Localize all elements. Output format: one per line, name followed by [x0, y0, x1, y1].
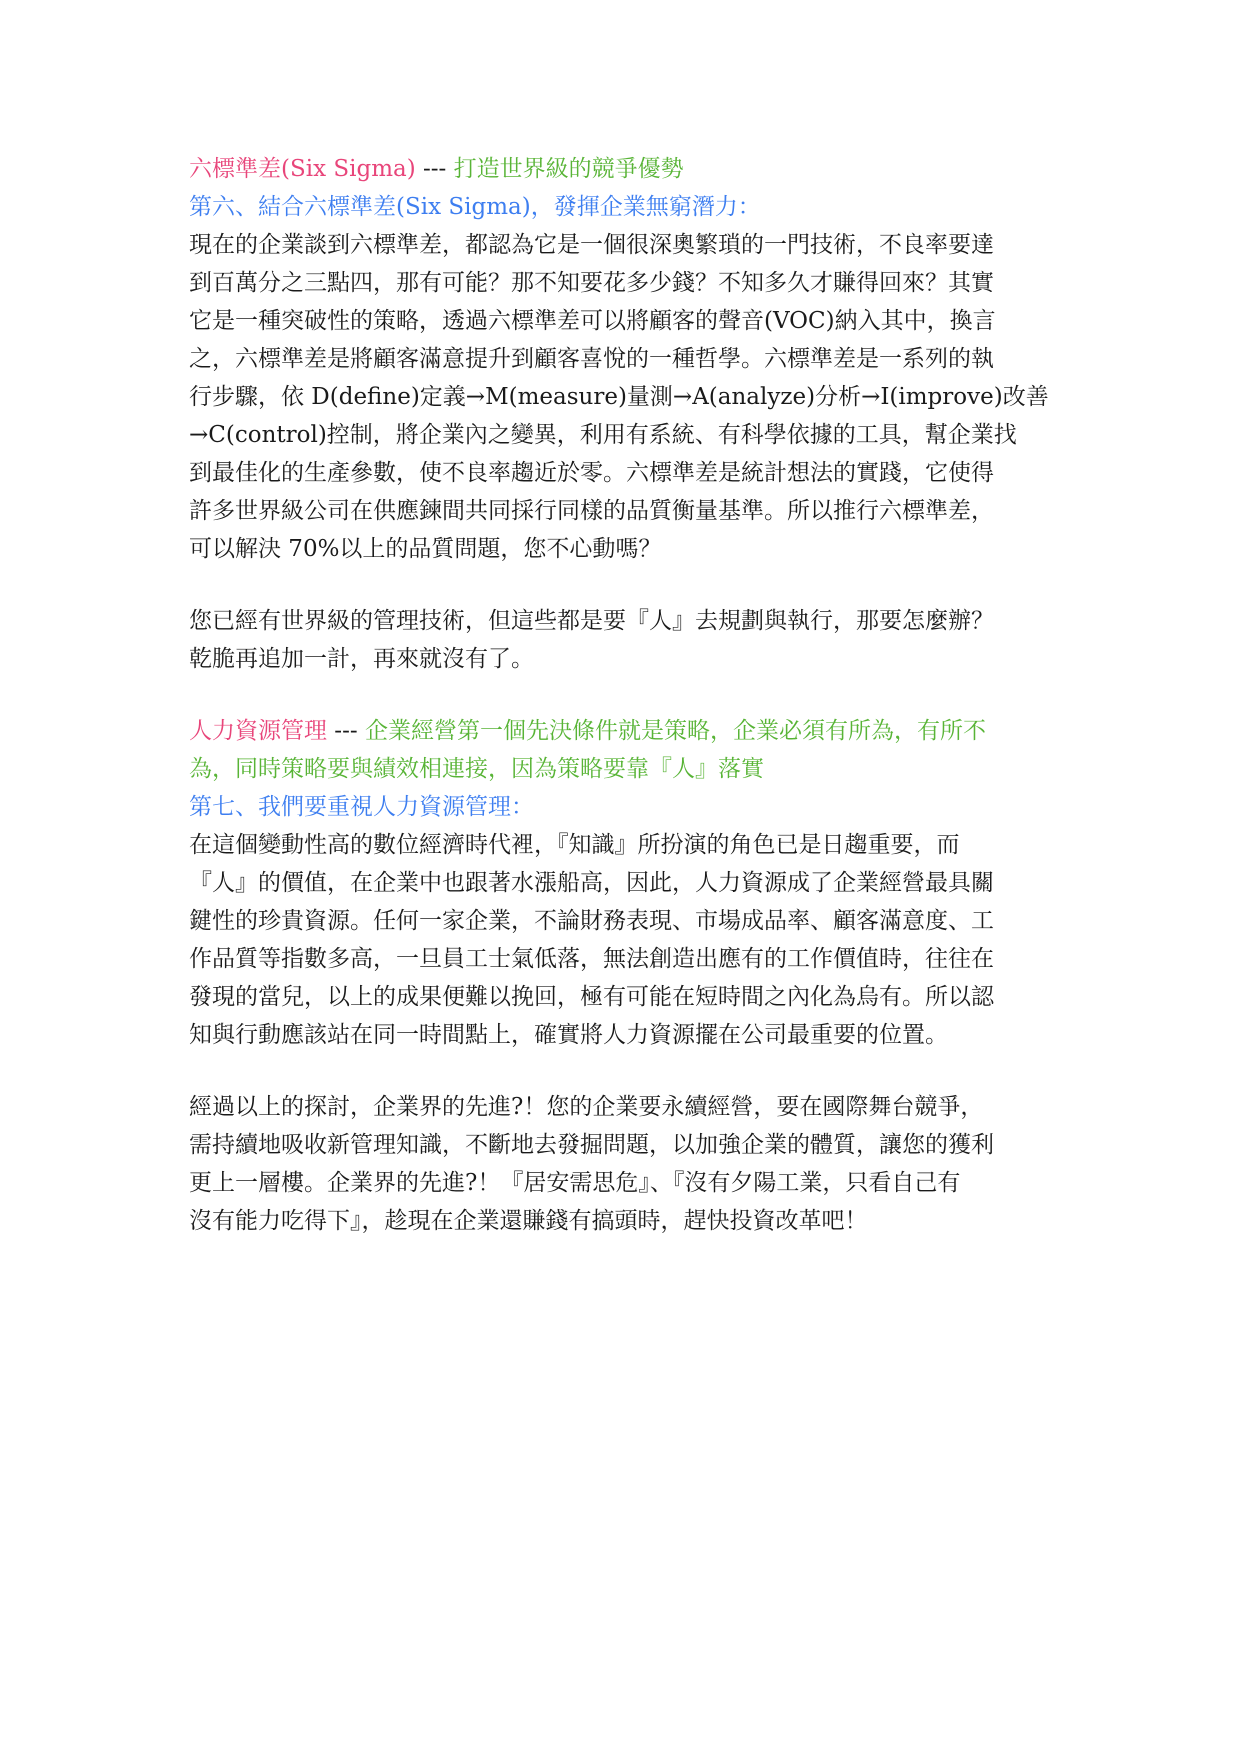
- document-page: [189, 150, 1069, 1240]
- paragraph-line: →C(control)控制，將企業內之變異，利用有系統、有科學依據的工具，幫企業找: [189, 422, 1017, 448]
- paragraph-line: 需持續地吸收新管理知識，不斷地去發掘問題，以加強企業的體質，讓您的獲利: [189, 1132, 994, 1158]
- paragraph-line: 更上一層樓。企業界的先進?！『居安需思危』、『沒有夕陽工業，只看自己有: [189, 1170, 961, 1196]
- paragraph-line: 之，六標準差是將顧客滿意提升到顧客喜悅的一種哲學。六標準差是一系列的執: [189, 346, 994, 372]
- paragraph-gap: [189, 1054, 1069, 1088]
- section1-heading: [189, 150, 1069, 188]
- section2-title: 第七、我們要重視人力資源管理：: [189, 794, 534, 820]
- paragraph-line: 作品質等指數多高，一旦員工士氣低落，無法創造出應有的工作價值時，往往在: [189, 946, 994, 972]
- section2-topic: 人力資源管理: [189, 718, 327, 744]
- section1-topic: 六標準差(Six Sigma): [189, 156, 416, 182]
- section2-tagline-line2: 為，同時策略要與績效相連接，因為策略要靠『人』落實: [189, 756, 764, 782]
- section2-separator: ---: [327, 718, 365, 744]
- paragraph-line: 到最佳化的生產參數，使不良率趨近於零。六標準差是統計想法的實踐，它使得: [189, 460, 994, 486]
- section2-body: [189, 826, 1069, 1054]
- paragraph-line: 在這個變動性高的數位經濟時代裡，『知識』所扮演的角色已是日趨重要，而: [189, 832, 960, 858]
- paragraph-gap: [189, 568, 1069, 602]
- paragraph-line: 您已經有世界級的管理技術，但這些都是要『人』去規劃與執行，那要怎麼辦？: [189, 608, 994, 634]
- paragraph-line: 知與行動應該站在同一時間點上，確實將人力資源擺在公司最重要的位置。: [189, 1022, 948, 1048]
- paragraph-line: 鍵性的珍貴資源。任何一家企業，不論財務表現、市場成品率、顧客滿意度、工: [189, 908, 994, 934]
- paragraph-line: 乾脆再追加一計，再來就沒有了。: [189, 646, 534, 672]
- conclusion-paragraph: [189, 1088, 1069, 1240]
- paragraph-line: 它是一種突破性的策略，透過六標準差可以將顧客的聲音(VOC)納入其中，換言: [189, 308, 996, 334]
- bridge-paragraph: [189, 602, 1069, 678]
- section2-tagline-line1: 企業經營第一個先決條件就是策略，企業必須有所為，有所不: [364, 718, 986, 744]
- paragraph-line: 現在的企業談到六標準差，都認為它是一個很深奧繁瑣的一門技術，不良率要達: [189, 232, 994, 258]
- paragraph-line: 可以解決 70%以上的品質問題，您不心動嗎？: [189, 536, 662, 562]
- section1-title: 第六、結合六標準差(Six Sigma)，發揮企業無窮潛力：: [189, 194, 761, 220]
- paragraph-line: 到百萬分之三點四，那有可能？那不知要花多少錢？不知多久才賺得回來？其實: [189, 270, 994, 296]
- section1-tagline: 打造世界級的競爭優勢: [453, 156, 684, 182]
- paragraph-line: 許多世界級公司在供應鍊間共同採行同樣的品質衡量基準。所以推行六標準差，: [189, 498, 994, 524]
- paragraph-line: 發現的當兒，以上的成果便難以挽回，極有可能在短時間之內化為烏有。所以認: [189, 984, 994, 1010]
- paragraph-gap: [189, 678, 1069, 712]
- paragraph-line: 行步驟，依 D(define)定義→M(measure)量測→A(analyze)分析→I(improve)改善: [189, 384, 1049, 410]
- section2-heading: [189, 712, 1069, 750]
- paragraph-line: 沒有能力吃得下』，趁現在企業還賺錢有搞頭時，趕快投資改革吧！: [189, 1208, 868, 1234]
- paragraph-line: 經過以上的探討，企業界的先進?！您的企業要永續經營，要在國際舞台競爭，: [189, 1094, 984, 1120]
- section1-body: [189, 226, 1069, 568]
- paragraph-line: 『人』的價值，在企業中也跟著水漲船高，因此，人力資源成了企業經營最具關: [189, 870, 994, 896]
- section1-separator: ---: [415, 156, 454, 182]
